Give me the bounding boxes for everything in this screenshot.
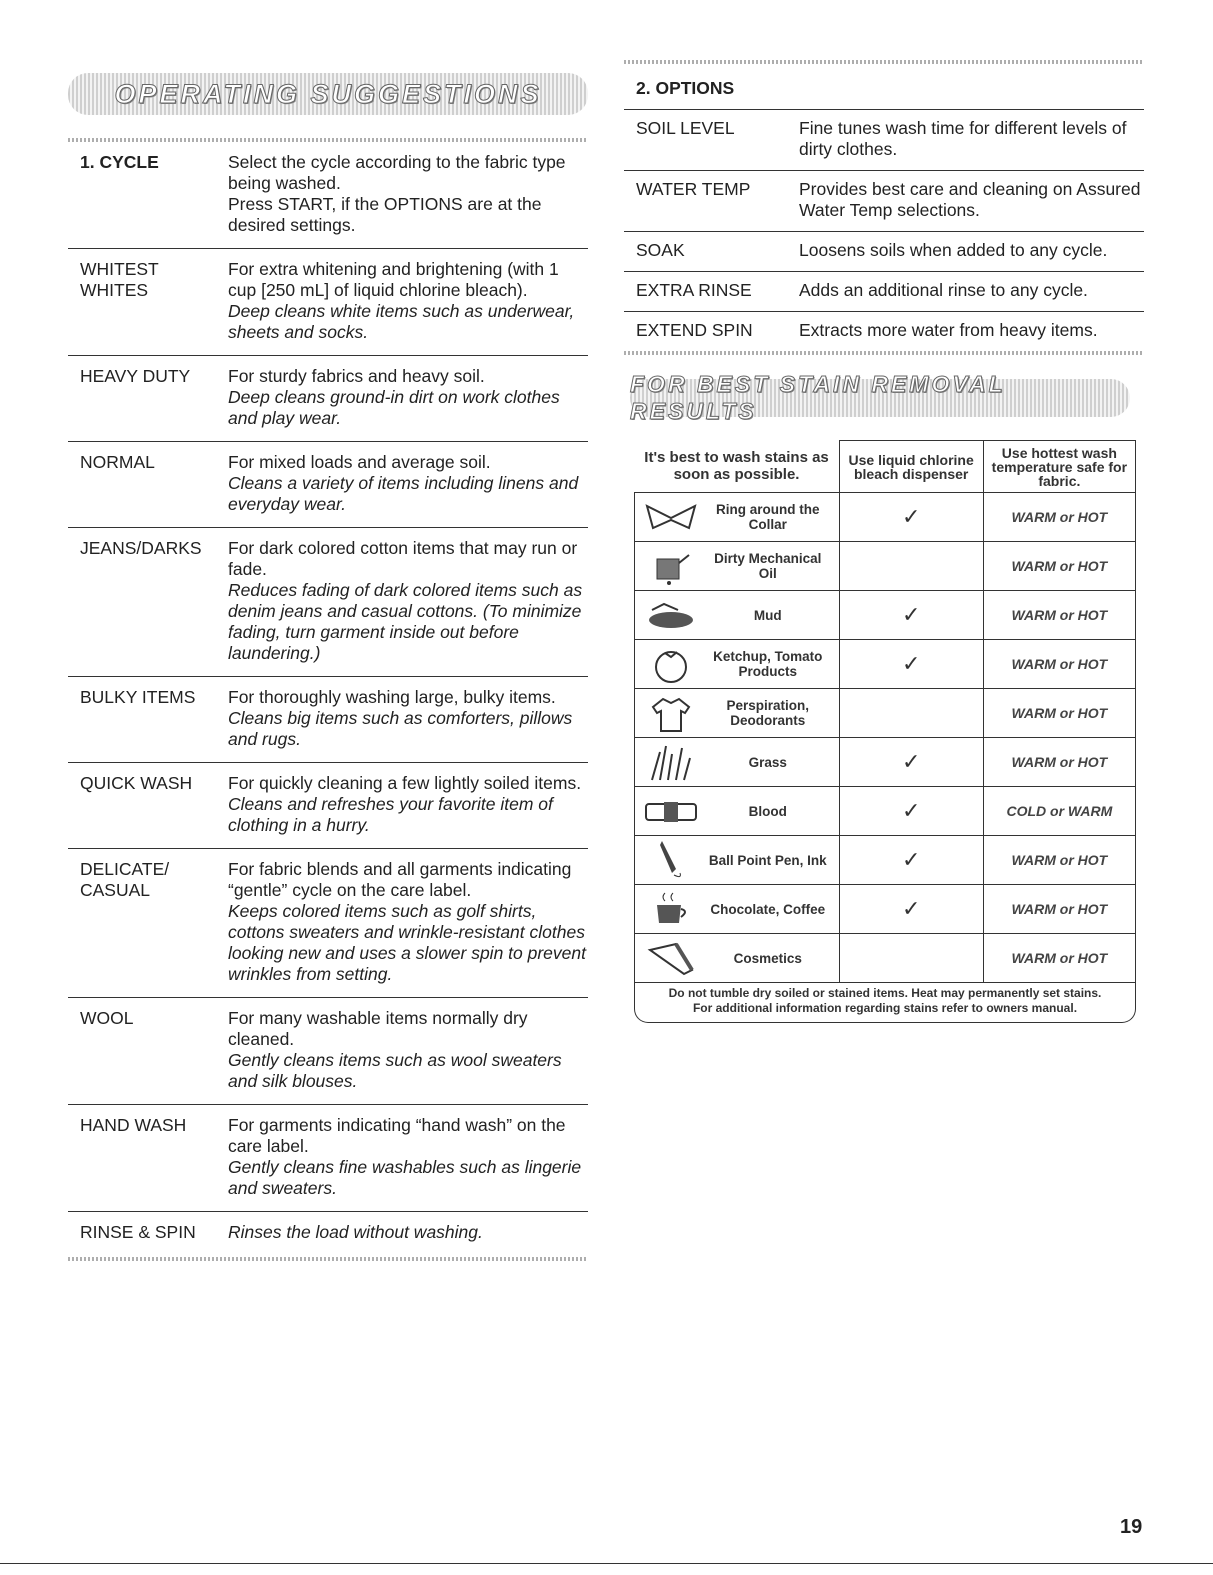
- stain-item-cell: [635, 689, 840, 738]
- operating-suggestions-column: [68, 60, 588, 1261]
- temp-cell: WARM or HOT: [983, 542, 1135, 591]
- operating-suggestions-title: OPERATING SUGGESTIONS: [114, 78, 542, 109]
- bleach-cell: [839, 836, 983, 885]
- operating-suggestions-banner: [68, 73, 588, 115]
- cycle-note: Rinses the load without washing.: [228, 1222, 483, 1242]
- cycle-description: For extra whitening and brightening (with 1 cup [250 mL] of liquid chlorine bleach).: [228, 259, 559, 300]
- stain-row: [635, 885, 1136, 934]
- bleach-cell: [839, 885, 983, 934]
- cycle-note: Cleans and refreshes your favorite item of clothing in a hurry.: [228, 794, 553, 835]
- pen-icon: [635, 839, 707, 881]
- cycle-note: Gently cleans fine washables such as lingerie and sweaters.: [228, 1157, 582, 1198]
- cycle-desc: [228, 366, 588, 429]
- bleach-cell: [839, 934, 983, 983]
- check-mark-icon: ✓: [901, 602, 921, 627]
- temp-cell: WARM or HOT: [983, 738, 1135, 787]
- option-row: [624, 272, 1144, 312]
- stain-name: Cosmetics: [733, 950, 802, 966]
- option-row: [624, 171, 1144, 232]
- cycle-row: [68, 1212, 588, 1255]
- temp-cell: WARM or HOT: [983, 493, 1135, 542]
- lipstick-icon: [635, 940, 707, 976]
- stain-footer: [634, 983, 1136, 1023]
- cycle-label: RINSE & SPIN: [80, 1222, 196, 1242]
- stain-name: Chocolate, Coffee: [710, 901, 826, 917]
- bleach-cell: [839, 591, 983, 640]
- stain-name: Ball Point Pen, Ink: [708, 852, 827, 868]
- cycle-note: Deep cleans white items such as underwear, sheets and socks.: [228, 301, 575, 342]
- stain-footer-line: Do not tumble dry soiled or stained items. Heat may permanently set stains.: [668, 986, 1102, 1000]
- stain-name: Dirty Mechanical Oil: [714, 551, 822, 581]
- shirt-spray-icon: [635, 693, 707, 733]
- cycle-description: For dark colored cotton items that may run or fade.: [228, 538, 578, 579]
- stain-row: [635, 787, 1136, 836]
- bleach-cell: [839, 787, 983, 836]
- cycle-row: [68, 528, 588, 677]
- stain-name: Ketchup, Tomato Products: [713, 649, 823, 679]
- temp-cell: WARM or HOT: [983, 934, 1135, 983]
- stain-footer-line: For additional information regarding stains refer to owners manual.: [692, 1001, 1078, 1015]
- cycle-description: For sturdy fabrics and heavy soil.: [228, 366, 485, 386]
- cycle-description: For quickly cleaning a few lightly soiled items.: [228, 773, 582, 793]
- check-mark-icon: ✓: [901, 651, 921, 676]
- temp-cell: WARM or HOT: [983, 640, 1135, 689]
- stain-name: Perspiration, Deodorants: [726, 698, 810, 728]
- cycle-label: QUICK WASH: [80, 773, 193, 793]
- cycle-desc: [228, 452, 588, 515]
- stain-item-cell: [635, 640, 840, 689]
- stain-name: Grass: [748, 754, 787, 770]
- cycle-list: [68, 249, 588, 1255]
- stain-row: [635, 493, 1136, 542]
- option-row: [624, 312, 1144, 351]
- stain-item-cell: [635, 836, 840, 885]
- option-row: [624, 110, 1144, 171]
- cycle-row: [68, 356, 588, 442]
- cycle-row: [68, 849, 588, 998]
- cycle-desc: [228, 1008, 588, 1092]
- dotted-divider: [68, 138, 588, 142]
- bleach-cell: [839, 689, 983, 738]
- stain-name: Mud: [753, 607, 782, 623]
- temp-column-header: Use hottest wash temperature safe for fabric.: [983, 441, 1135, 493]
- bleach-cell: [839, 738, 983, 787]
- cycle-row: [68, 998, 588, 1105]
- cycle-desc: [228, 1222, 588, 1243]
- check-mark-icon: ✓: [901, 749, 921, 774]
- option-label: SOIL LEVEL: [636, 118, 735, 138]
- cycle-row: [68, 1105, 588, 1212]
- stain-item-cell: [635, 885, 840, 934]
- cycle-label: WHITEST WHITES: [80, 259, 159, 300]
- temp-cell: WARM or HOT: [983, 885, 1135, 934]
- cycle-note: Gently cleans items such as wool sweaters and silk blouses.: [228, 1050, 562, 1091]
- cycle-row: [68, 249, 588, 356]
- stain-row: [635, 836, 1136, 885]
- dotted-divider: [624, 60, 1144, 64]
- cycle-header-desc: [228, 152, 588, 236]
- temp-cell: COLD or WARM: [983, 787, 1135, 836]
- options-column: [624, 60, 1144, 424]
- cycle-desc: [228, 859, 588, 985]
- option-desc: Provides best care and cleaning on Assured Water Temp selections.: [799, 179, 1141, 220]
- option-desc: Extracts more water from heavy items.: [799, 320, 1098, 340]
- option-desc: Loosens soils when added to any cycle.: [799, 240, 1108, 260]
- stain-item-cell: [635, 934, 840, 983]
- bleach-column-header: Use liquid chlorine bleach dispenser: [839, 441, 983, 493]
- cycle-header-line: Select the cycle according to the fabric type being washed.: [228, 152, 566, 193]
- check-mark-icon: ✓: [901, 847, 921, 872]
- mud-icon: [635, 600, 707, 630]
- cycle-desc: [228, 538, 588, 664]
- bleach-cell: [839, 493, 983, 542]
- cycle-description: For garments indicating “hand wash” on the care label.: [228, 1115, 566, 1156]
- cycle-label: NORMAL: [80, 452, 155, 472]
- cycle-label: WOOL: [80, 1008, 134, 1028]
- cycle-header-line: Press START, if the OPTIONS are at the desired settings.: [228, 194, 542, 235]
- bleach-cell: [839, 542, 983, 591]
- option-desc: Fine tunes wash time for different levels of dirty clothes.: [799, 118, 1127, 159]
- stain-row: [635, 738, 1136, 787]
- stain-chart: [634, 440, 1136, 1023]
- cycle-label: BULKY ITEMS: [80, 687, 196, 707]
- stain-row: [635, 934, 1136, 983]
- dotted-divider: [624, 351, 1144, 355]
- page-number: 19: [1120, 1516, 1143, 1538]
- dotted-divider: [68, 1257, 588, 1261]
- stain-name: Blood: [748, 803, 787, 819]
- option-label: EXTEND SPIN: [636, 320, 753, 340]
- check-mark-icon: ✓: [901, 504, 921, 529]
- cycle-description: For thoroughly washing large, bulky items.: [228, 687, 556, 707]
- check-mark-icon: ✓: [901, 798, 921, 823]
- cycle-desc: [228, 773, 588, 836]
- cycle-label: JEANS/DARKS: [80, 538, 202, 558]
- check-mark-icon: ✓: [901, 896, 921, 921]
- oil-can-icon: [635, 547, 707, 585]
- option-label: WATER TEMP: [636, 179, 751, 199]
- cycle-note: Cleans a variety of items including linens and everyday wear.: [228, 473, 579, 514]
- cycle-note: Cleans big items such as comforters, pillows and rugs.: [228, 708, 573, 749]
- stain-row: [635, 689, 1136, 738]
- stain-item-cell: [635, 738, 840, 787]
- collar-icon: [635, 502, 707, 532]
- stain-item-cell: [635, 493, 840, 542]
- cycle-row: [68, 442, 588, 528]
- cycle-label: HAND WASH: [80, 1115, 187, 1135]
- stain-intro: It's best to wash stains as soon as possible.: [635, 441, 840, 493]
- cycle-note: Deep cleans ground-in dirt on work clothes and play wear.: [228, 387, 560, 428]
- cycle-header-label: 1. CYCLE: [80, 152, 159, 172]
- cycle-header-row: [68, 142, 588, 249]
- cycle-label: HEAVY DUTY: [80, 366, 191, 386]
- cycle-description: For fabric blends and all garments indicating “gentle” cycle on the care label.: [228, 859, 572, 900]
- stain-removal-title: FOR BEST STAIN REMOVAL RESULTS: [630, 371, 1006, 424]
- stain-item-cell: [635, 787, 840, 836]
- stain-row: [635, 640, 1136, 689]
- stain-rows: [635, 493, 1136, 983]
- temp-cell: WARM or HOT: [983, 836, 1135, 885]
- cycle-desc: [228, 259, 588, 343]
- stain-item-cell: [635, 591, 840, 640]
- cycle-row: [68, 763, 588, 849]
- tomato-icon: [635, 644, 707, 684]
- stain-table: [634, 440, 1136, 983]
- stain-item-cell: [635, 542, 840, 591]
- stain-row: [635, 542, 1136, 591]
- options-list: [624, 110, 1144, 351]
- cycle-description: For many washable items normally dry cleaned.: [228, 1008, 528, 1049]
- cycle-desc: [228, 1115, 588, 1199]
- cycle-note: Keeps colored items such as golf shirts, cottons sweaters and wrinkle-resistant clothes looking new and uses a slower spin to prevent wrinkles from setting.: [228, 901, 586, 984]
- cycle-desc: [228, 687, 588, 750]
- grass-icon: [635, 742, 707, 782]
- option-desc: Adds an additional rinse to any cycle.: [799, 280, 1088, 300]
- options-title: 2. OPTIONS: [624, 64, 1144, 110]
- stain-removal-banner: [630, 371, 1130, 424]
- coffee-cup-icon: [635, 889, 707, 929]
- option-label: EXTRA RINSE: [636, 280, 752, 300]
- temp-cell: WARM or HOT: [983, 591, 1135, 640]
- cycle-note: Reduces fading of dark colored items such as denim jeans and casual cottons. (To minimize fading, turn garment inside out before laundering.): [228, 580, 583, 663]
- stain-name: Ring around the Collar: [716, 502, 820, 532]
- cycle-description: For mixed loads and average soil.: [228, 452, 491, 472]
- bandage-icon: [635, 798, 707, 824]
- cycle-row: [68, 677, 588, 763]
- option-label: SOAK: [636, 240, 685, 260]
- cycle-label: DELICATE/ CASUAL: [80, 859, 170, 900]
- stain-row: [635, 591, 1136, 640]
- page-bottom-rule: [0, 1563, 1213, 1564]
- option-row: [624, 232, 1144, 272]
- bleach-cell: [839, 640, 983, 689]
- temp-cell: WARM or HOT: [983, 689, 1135, 738]
